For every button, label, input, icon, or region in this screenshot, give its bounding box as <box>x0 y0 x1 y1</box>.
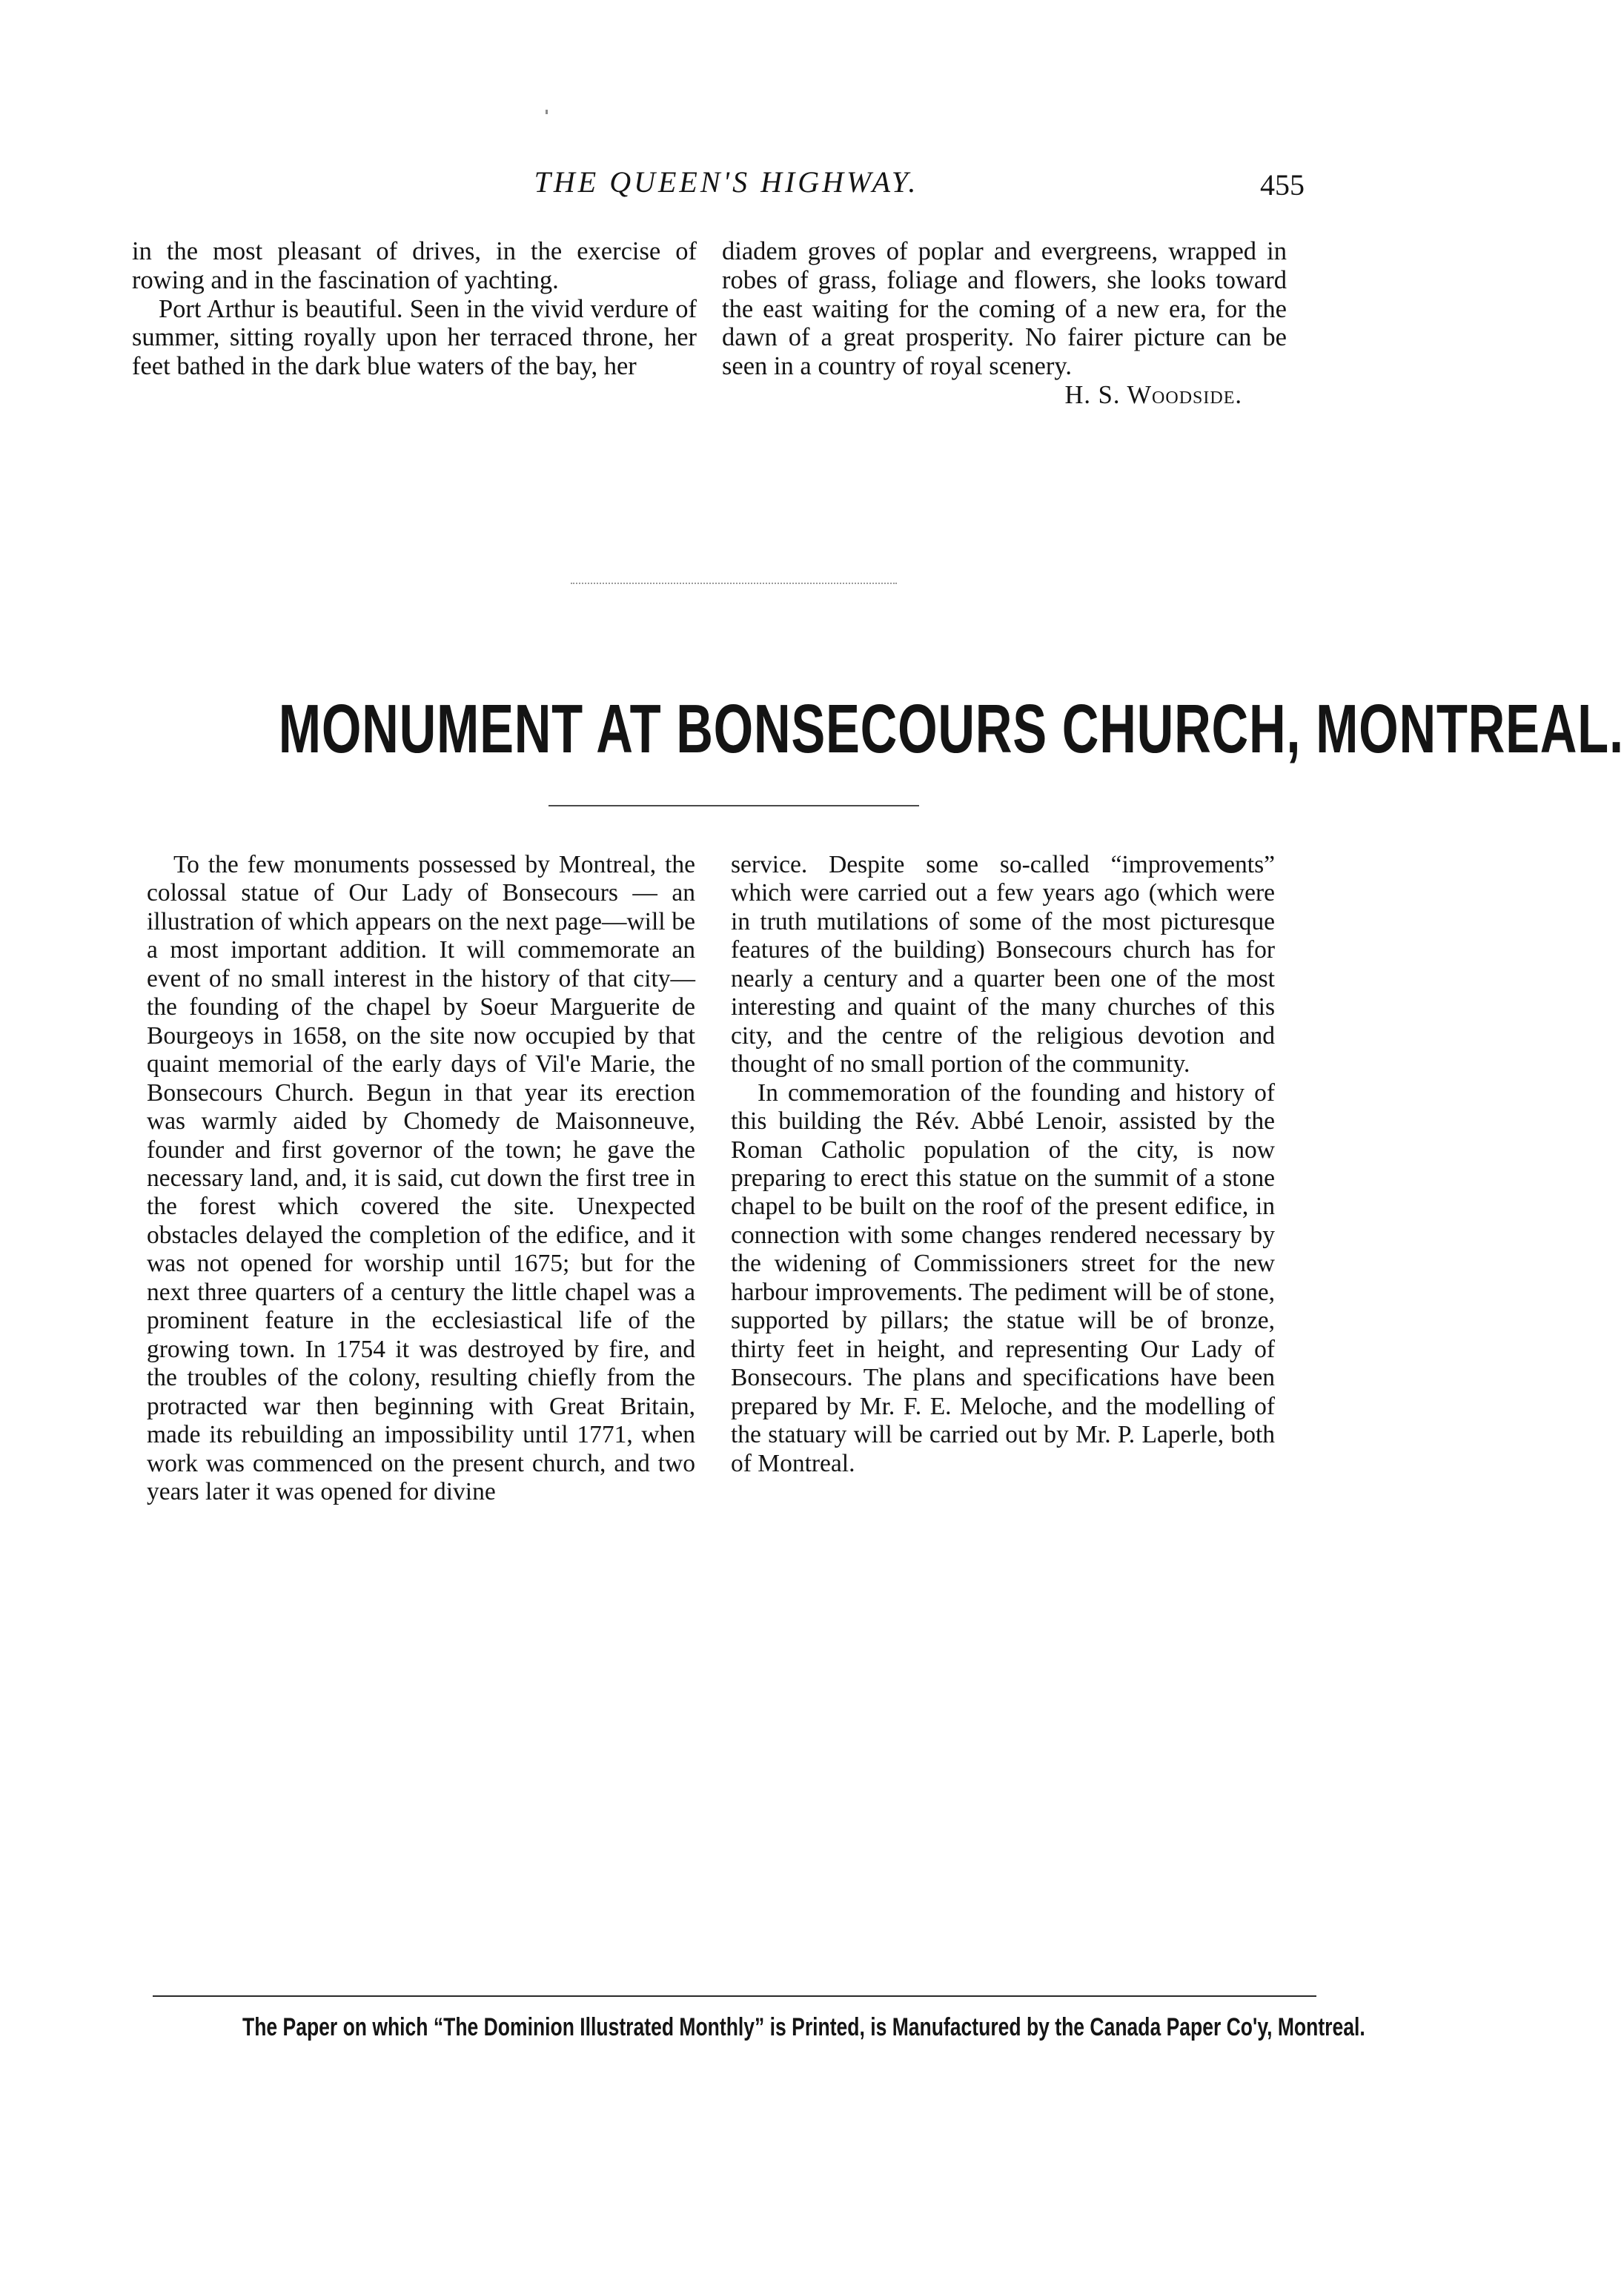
headline-rule <box>548 805 919 806</box>
paragraph: Port Arthur is beautiful. Seen in the vivid verdure of summer, sitting royally upon her terraced throne, her feet bathed in the dark blue waters of the bay, her <box>132 294 697 381</box>
running-head <box>148 165 1305 209</box>
article-left-column <box>147 851 695 1506</box>
paragraph: diadem groves of poplar and evergreens, wrapped in robes of grass, foliage and flowers, she looks toward the east waiting for the coming of a new era, for the dawn of a great prosperity. No fairer picture can be seen in a country of royal scenery. <box>722 237 1287 381</box>
article-right-column <box>731 851 1275 1478</box>
section-separator <box>571 583 897 584</box>
footer-notice: The Paper on which “The Dominion Illustrated Monthly” is Printed, is Manufactured by the Canada Paper Co'y, Montreal. <box>242 2013 1365 2041</box>
previous-article-right-column <box>722 237 1287 410</box>
footer-rule <box>153 1995 1316 1997</box>
author-signature: H. S. Woodside. <box>1064 380 1242 409</box>
running-title: THE QUEEN'S HIGHWAY. <box>534 165 919 199</box>
paragraph: To the few monuments possessed by Montreal, the colossal statue of Our Lady of Bonsecours — an illustration of which appears on the next page—will be a most important addition. It will commemorate an event of no small interest in the history of that city—the founding of the chapel by Soeur Marguerite de Bourgeoys in 1658, on the site now occupied by that quaint memorial of the early days of Vil'e Marie, the Bonsecours Church. Begun in that year its erection was warmly aided by Chomedy de Maisonneuve, founder and first governor of the town; he gave the necessary land, and, it is said, cut down the first tree in the forest which covered the site. Unexpected obstacles delayed the completion of the edifice, and it was not opened for worship until 1675; but for the next three quarters of a century the little chapel was a prominent feature in the ecclesiastical life of the growing town. In 1754 it was destroyed by fire, and the troubles of the colony, resulting chiefly from the protracted war then beginning with Great Britain, made its rebuilding an impossibility until 1771, when work was commenced on the present church, and two years later it was opened for divine <box>147 851 695 1505</box>
article-headline: MONUMENT AT BONSECOURS CHURCH, MONTREAL. <box>278 690 1624 767</box>
paragraph: In commemoration of the founding and history of this building the Rév. Abbé Lenoir, assisted by the Roman Catholic population of the city, is now preparing to erect this statue on the summit of a stone chapel to be built on the roof of the present edifice, in connection with some changes rendered necessary by the widening of Commissioners street for the new harbour improvements. The pediment will be of stone, supported by pillars; the statue will be of bronze, thirty feet in height, and representing Our Lady of Bonsecours. The plans and specifications have been prepared by Mr. F. E. Meloche, and the modelling of the statuary will be carried out by Mr. P. Laperle, both of Montreal. <box>731 1078 1275 1477</box>
previous-article-left-column <box>132 237 697 381</box>
print-speck <box>546 110 548 114</box>
page-number: 455 <box>1260 168 1305 202</box>
paragraph: service. Despite some so-called “improvements” which were carried out a few years ago (which were in truth mutilations of some of the most picturesque features of the building) Bonsecours church has for nearly a century and a quarter been one of the most interesting and quaint of the many churches of this city, and the centre of the religious devotion and thought of no small portion of the community. <box>731 851 1275 1078</box>
paragraph: in the most pleasant of drives, in the exercise of rowing and in the fascination of yachting. <box>132 237 697 294</box>
